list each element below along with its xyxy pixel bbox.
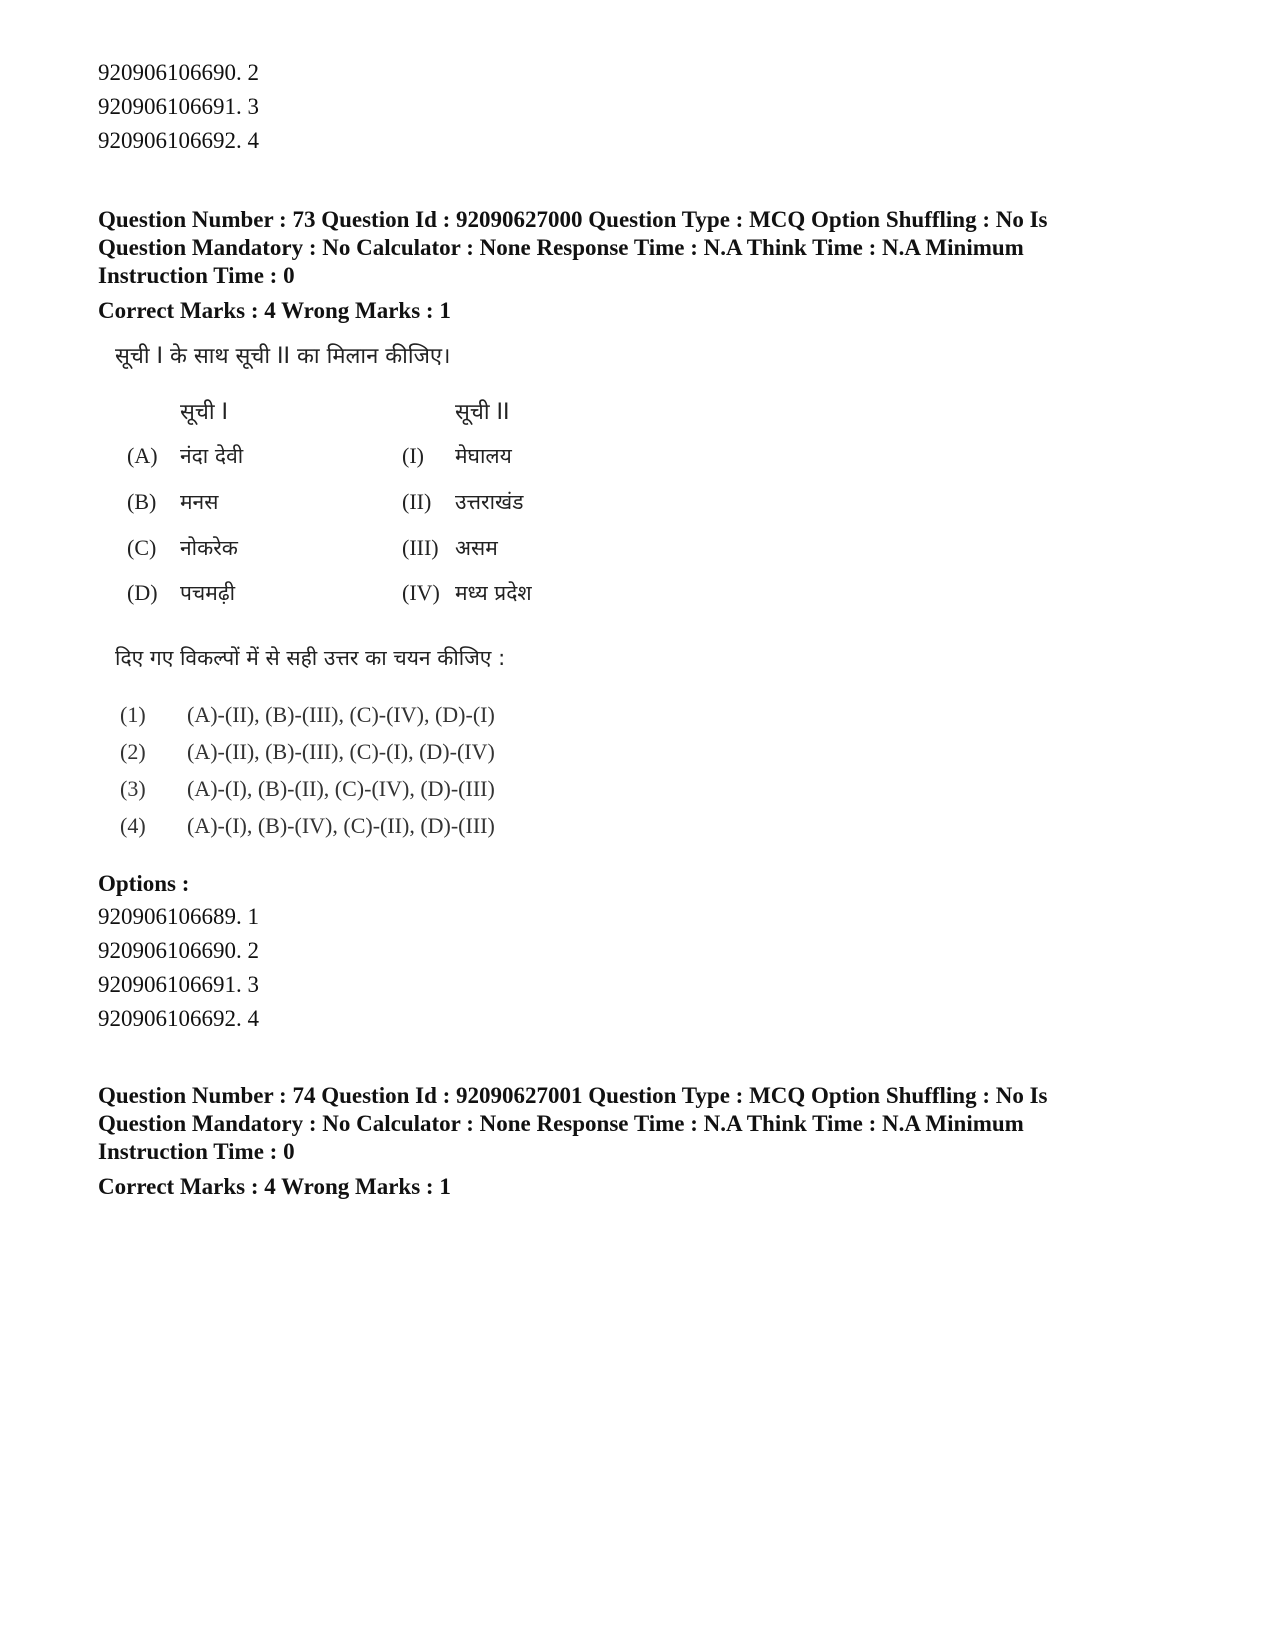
question-73-body	[115, 340, 675, 860]
answer-choice-3-text: (A)-(I), (B)-(II), (C)-(IV), (D)-(III)	[187, 776, 495, 801]
list-1-item-d: पचमढ़ी	[180, 581, 236, 605]
list-1-heading: सूची I	[180, 400, 229, 425]
answer-choice-1-number: (1)	[120, 702, 146, 727]
question-74-marks: Correct Marks : 4 Wrong Marks : 1	[98, 1174, 451, 1199]
answer-choice-1-text: (A)-(II), (B)-(III), (C)-(IV), (D)-(I)	[187, 702, 495, 727]
question-73-marks: Correct Marks : 4 Wrong Marks : 1	[98, 298, 451, 323]
question-73-header-line-3: Instruction Time : 0	[98, 263, 295, 288]
list-2-item-i: मेघालय	[455, 444, 512, 468]
list-2-label-iii: (III)	[402, 535, 439, 560]
question-73-header	[98, 206, 1198, 290]
answer-choice-4-text: (A)-(I), (B)-(IV), (C)-(II), (D)-(III)	[187, 813, 495, 838]
question-73-option-3: 920906106691. 3	[98, 972, 259, 997]
list-2-label-i: (I)	[402, 443, 424, 468]
question-73-option-2: 920906106690. 2	[98, 938, 259, 963]
answer-choice-4-number: (4)	[120, 813, 146, 838]
answer-choice-2-number: (2)	[120, 739, 146, 764]
question-73-option-1: 920906106689. 1	[98, 904, 259, 929]
question-73-option-4: 920906106692. 4	[98, 1006, 259, 1031]
question-74-header	[98, 1082, 1198, 1166]
list-2-label-ii: (II)	[402, 489, 432, 514]
question-73-header-line-2: Question Mandatory : No Calculator : None Response Time : N.A Think Time : N.A Minimum	[98, 235, 1024, 260]
prev-option-4: 920906106692. 4	[98, 128, 259, 153]
question-74-header-line-2: Question Mandatory : No Calculator : None Response Time : N.A Think Time : N.A Minimum	[98, 1111, 1024, 1136]
answer-choice-3-number: (3)	[120, 776, 146, 801]
match-instruction: सूची I के साथ सूची II का मिलान कीजिए।	[115, 344, 451, 369]
list-2-heading: सूची II	[455, 400, 510, 425]
question-74-header-line-1: Question Number : 74 Question Id : 92090627001 Question Type : MCQ Option Shuffling : No Is	[98, 1083, 1048, 1108]
list-1-item-c: नोकरेक	[180, 536, 238, 560]
prev-option-3: 920906106691. 3	[98, 94, 259, 119]
list-1-label-c: (C)	[127, 535, 157, 560]
answer-choice-2-text: (A)-(II), (B)-(III), (C)-(I), (D)-(IV)	[187, 739, 495, 764]
list-1-label-d: (D)	[127, 580, 158, 605]
choose-instruction: दिए गए विकल्पों में से सही उत्तर का चयन कीजिए :	[115, 646, 506, 670]
list-2-item-ii: उत्तराखंड	[455, 490, 524, 514]
list-1-item-b: मनस	[180, 490, 219, 514]
list-1-label-b: (B)	[127, 489, 157, 514]
list-2-item-iv: मध्य प्रदेश	[455, 581, 532, 605]
list-2-label-iv: (IV)	[402, 580, 440, 605]
question-73-header-line-1: Question Number : 73 Question Id : 92090627000 Question Type : MCQ Option Shuffling : No Is	[98, 207, 1048, 232]
question-74-header-line-3: Instruction Time : 0	[98, 1139, 295, 1164]
list-1-item-a: नंदा देवी	[180, 444, 244, 468]
list-1-label-a: (A)	[127, 443, 158, 468]
question-73-options-label: Options :	[98, 871, 190, 896]
prev-option-2: 920906106690. 2	[98, 60, 259, 85]
list-2-item-iii: असम	[455, 536, 498, 560]
